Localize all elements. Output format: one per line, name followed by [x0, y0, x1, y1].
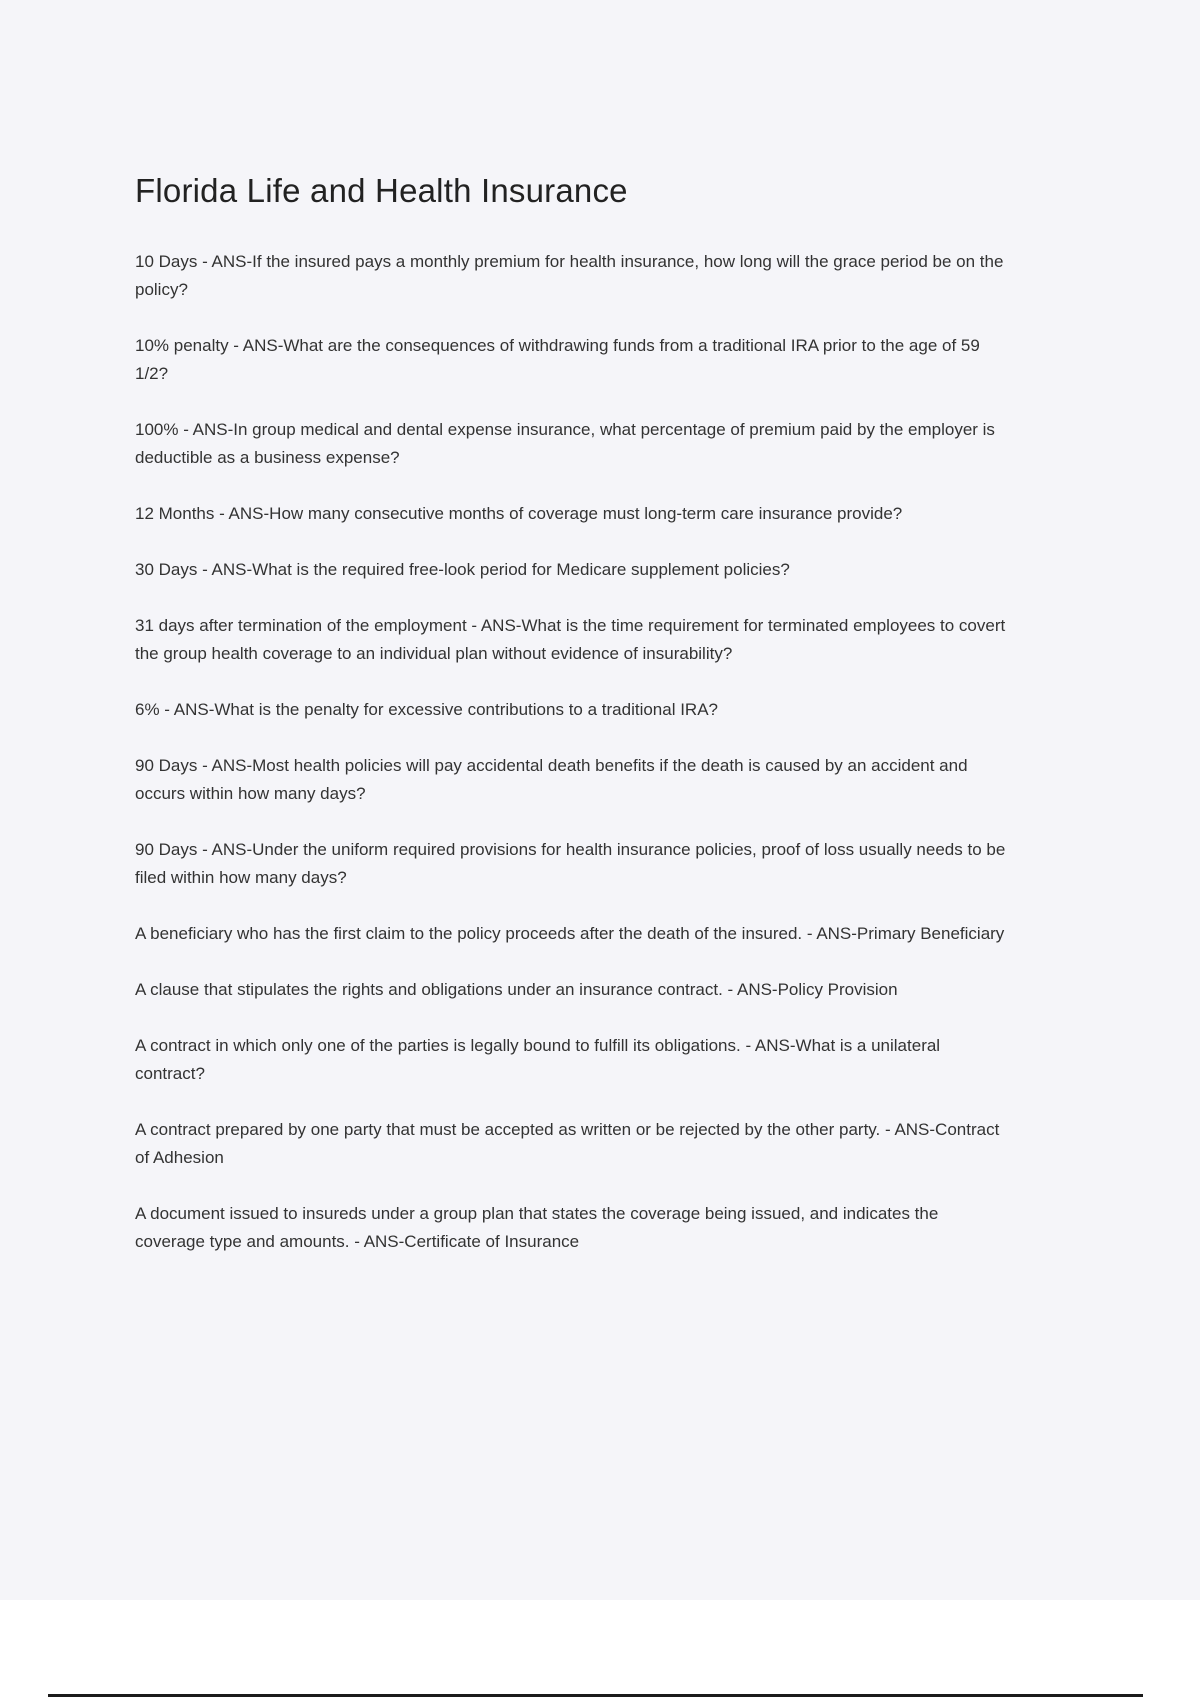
qa-paragraph: 10% penalty - ANS-What are the consequences of withdrawing funds from a traditional IRA prior to the age of 59 1/2? [135, 336, 980, 383]
page-title: Florida Life and Health Insurance [135, 172, 628, 209]
qa-paragraph: 90 Days - ANS-Under the uniform required provisions for health insurance policies, proof of loss usually needs to be filed within how many days? [135, 840, 1006, 887]
qa-paragraph: 100% - ANS-In group medical and dental expense insurance, what percentage of premium paid by the employer is deductible as a business expense? [135, 420, 995, 467]
qa-paragraph: 90 Days - ANS-Most health policies will pay accidental death benefits if the death is caused by an accident and occurs within how many days? [135, 756, 968, 803]
qa-paragraph: A contract in which only one of the parties is legally bound to fulfill its obligations. - ANS-What is a unilateral contract? [135, 1036, 941, 1083]
qa-paragraph: 12 Months - ANS-How many consecutive months of coverage must long-term care insurance provide? [135, 504, 903, 523]
qa-paragraph: 10 Days - ANS-If the insured pays a monthly premium for health insurance, how long will the grace period be on the policy? [135, 252, 1004, 299]
page-gap [0, 1600, 1200, 1700]
qa-paragraph: 31 days after termination of the employment - ANS-What is the time requirement for terminated employees to covert the group health coverage to an individual plan without evidence of insurability? [135, 616, 1006, 663]
qa-paragraph: A document issued to insureds under a group plan that states the coverage being issued, and indicates the coverage type and amounts. - ANS-Certificate of Insurance [135, 1204, 939, 1251]
next-page-divider [48, 1694, 1143, 1697]
document-body [135, 248, 1007, 1256]
qa-paragraph: A contract prepared by one party that must be accepted as written or be rejected by the other party. - ANS-Contract of Adhesion [135, 1120, 1000, 1167]
qa-paragraph: A beneficiary who has the first claim to the policy proceeds after the death of the insured. - ANS-Primary Beneficiary [135, 924, 1005, 943]
qa-paragraph: A clause that stipulates the rights and obligations under an insurance contract. - ANS-Policy Provision [135, 980, 898, 999]
qa-paragraph: 30 Days - ANS-What is the required free-look period for Medicare supplement policies? [135, 560, 790, 579]
document-content [135, 0, 1007, 1284]
qa-paragraph: 6% - ANS-What is the penalty for excessive contributions to a traditional IRA? [135, 700, 718, 719]
